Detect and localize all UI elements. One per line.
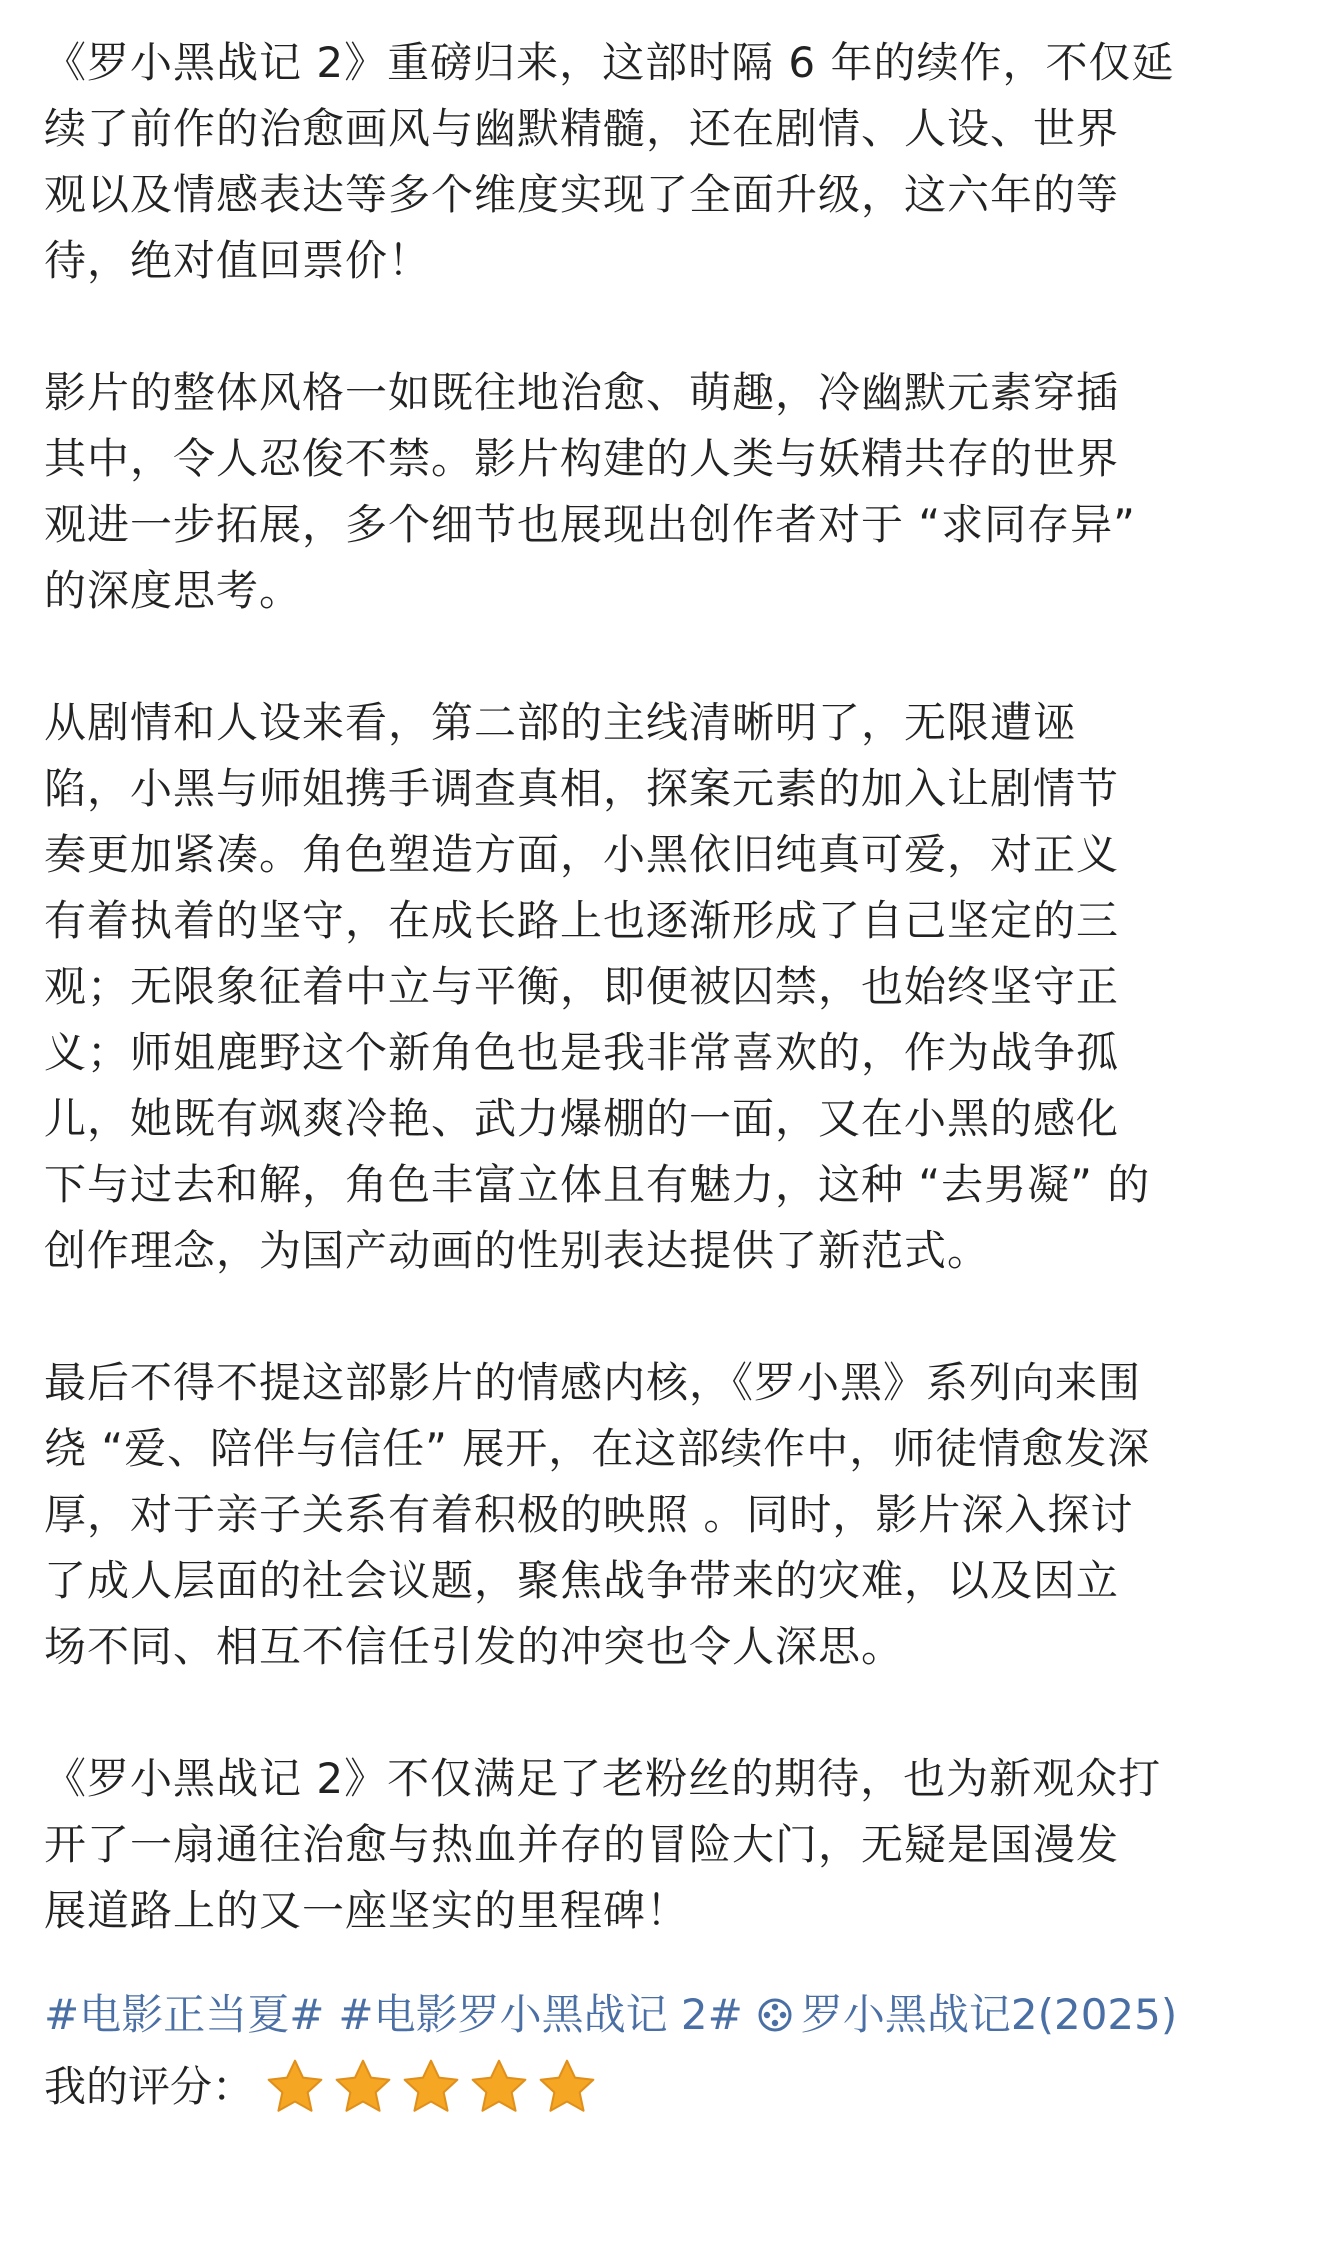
star-icon [536,2056,598,2118]
film-reel-icon [757,1997,793,2033]
rating-label: 我的评分： [44,2062,255,2111]
post-content [44,30,1284,2120]
topic-tag-luoxiaohei-movie[interactable]: #电影罗小黑战记 2# [338,1990,743,2039]
movie-link[interactable] [757,1982,1177,2048]
star-icon [332,2056,394,2118]
rating-row [44,2054,1284,2120]
post-paragraph-2: 影片的整体风格一如既往地治愈、萌趣，冷幽默元素穿插 其中，令人忍俊不禁。影片构建的人类与妖精共存的世界 观进一步拓展，多个细节也展现出创作者对于 “求同存异” 的深度思考。 [44,368,1136,615]
movie-link-label: 罗小黑战记2(2025) [800,1990,1178,2039]
star-icon [264,2056,326,2118]
star-icon [468,2056,530,2118]
topic-tag-summer-movies[interactable]: #电影正当夏# [44,1990,325,2039]
post-paragraph-4: 最后不得不提这部影片的情感内核，《罗小黑》系列向来围 绕 “爱、陪伴与信任” 展开，在这部续作中，师徒情愈发深 厚，对于亲子关系有着积极的映照 。同时，影片深入探讨 了成人层面的社会议题，聚焦战争带来的灾难，以及因立 场不同、相互不信任引发的冲突也令人深思。 [44,1358,1151,1671]
post-paragraph-5: 《罗小黑战记 2》不仅满足了老粉丝的期待，也为新观众打 开了一扇通往治愈与热血并存的冒险大门，无疑是国漫发 展道路上的又一座坚实的里程碑！ [44,1754,1162,1935]
star-icon [400,2056,462,2118]
rating-stars [264,2056,598,2118]
post-paragraph-3: 从剧情和人设来看，第二部的主线清晰明了，无限遭诬 陷，小黑与师姐携手调查真相，探案元素的加入让剧情节 奏更加紧凑。角色塑造方面，小黑依旧纯真可爱，对正义 有着执着的坚守，在成长路上也逐渐形成了自己坚定的三 观；无限象征着中立与平衡，即便被囚禁，也始终坚守正 义；师姐鹿野这个新角色也是我非常喜欢的，作为战争孤 儿，她既有飒爽冷艳、武力爆棚的一面，又在小黑的感化 下与过去和解，角色丰富立体且有魅力，这种 “去男凝” 的 创作理念，为国产动画的性别表达提供了新范式。 [44,698,1151,1275]
post-paragraph-1: 《罗小黑战记 2》重磅归来，这部时隔 6 年的续作，不仅延 续了前作的治愈画风与幽默精髓，还在剧情、人设、世界 观以及情感表达等多个维度实现了全面升级，这六年的等 待，绝对值回票价！ [44,38,1175,285]
tag-row [44,1982,1284,2048]
